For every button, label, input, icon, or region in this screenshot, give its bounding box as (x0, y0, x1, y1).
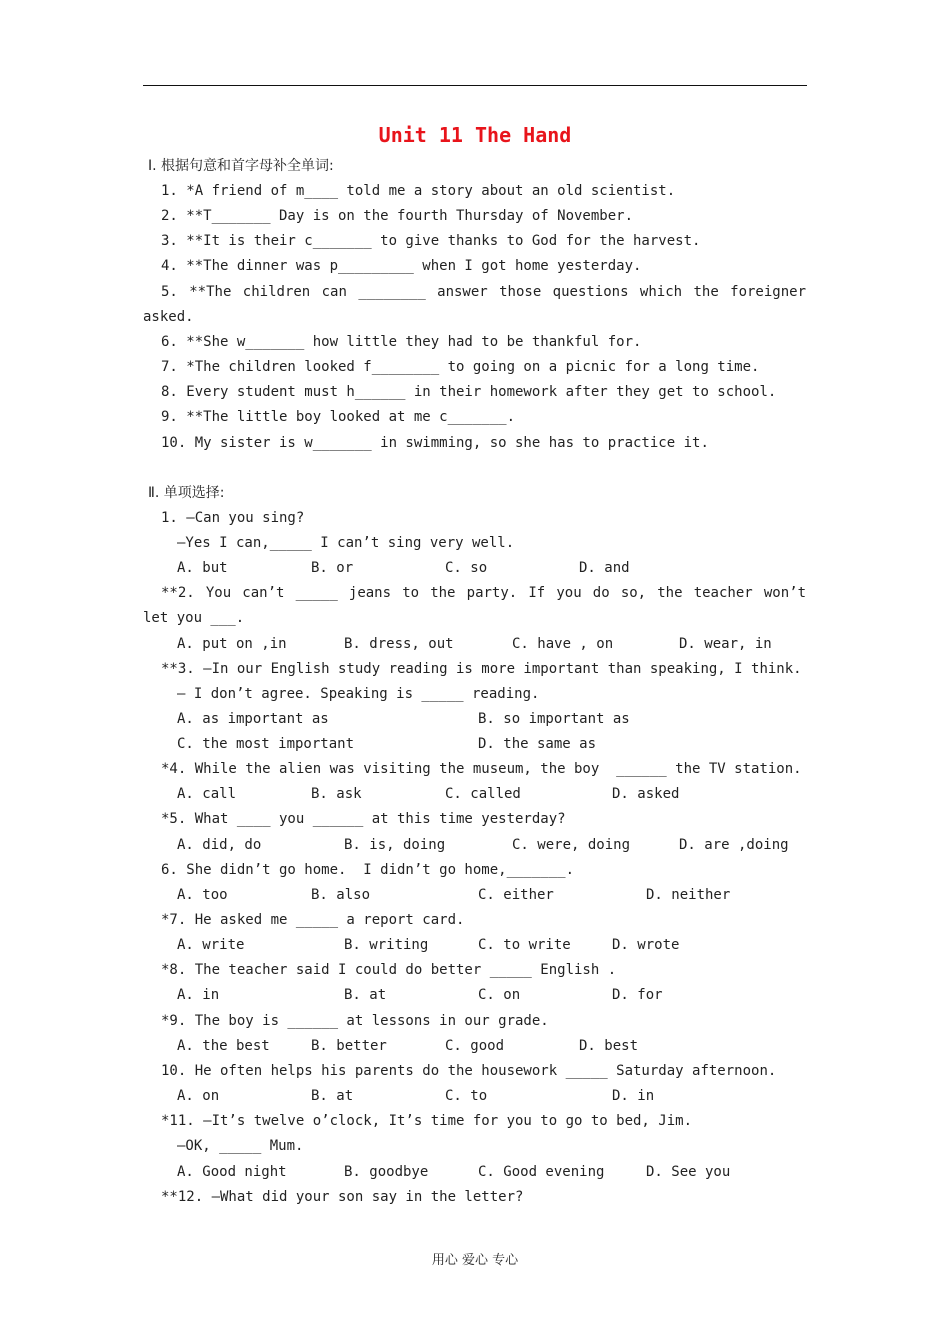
fill-item-5: 5. **The children can ________ answer those questions which the foreigner (161, 284, 806, 300)
question-3: **3. —In our English study reading is more important than speaking, I think. (161, 661, 802, 677)
section2-heading: Ⅱ. 单项选择: (148, 485, 225, 501)
option-c: C. have , on (512, 636, 614, 652)
question-10: 10. He often helps his parents do the housework _____ Saturday afternoon. (161, 1063, 777, 1079)
option-c: C. the most important (177, 736, 355, 752)
option-d: D. best (579, 1038, 639, 1054)
question-11: *11. —It’s twelve o’clock, It’s time for you to go to bed, Jim. (161, 1113, 693, 1129)
question-3-line2: — I don’t agree. Speaking is _____ reading. (177, 686, 540, 702)
option-b: B. so important as (478, 711, 630, 727)
option-d: D. asked (612, 786, 680, 802)
question-7: *7. He asked me _____ a report card. (161, 912, 465, 928)
option-b: B. at (311, 1088, 354, 1104)
question-12: **12. —What did your son say in the letter? (161, 1189, 524, 1205)
option-a: A. as important as (177, 711, 329, 727)
question-11-line2: —OK, _____ Mum. (177, 1138, 304, 1154)
option-a: A. did, do (177, 837, 262, 853)
section1-heading: Ⅰ. 根据句意和首字母补全单词: (148, 158, 334, 174)
option-a: A. on (177, 1088, 220, 1104)
question-1-line2: —Yes I can,_____ I can’t sing very well. (177, 535, 515, 551)
fill-item-1: 1. *A friend of m____ told me a story about an old scientist. (161, 183, 676, 199)
option-b: B. better (311, 1038, 387, 1054)
option-c: C. either (478, 887, 554, 903)
option-a: A. in (177, 987, 220, 1003)
question-2-line2: let you ___. (143, 610, 245, 626)
option-a: A. call (177, 786, 237, 802)
page-title: Unit 11 The Hand (378, 123, 572, 147)
option-d: D. for (612, 987, 663, 1003)
option-a: A. Good night (177, 1164, 287, 1180)
question-4: *4. While the alien was visiting the museum, the boy ______ the TV station. (161, 761, 802, 777)
option-b: B. or (311, 560, 354, 576)
fill-item-8: 8. Every student must h______ in their homework after they get to school. (161, 384, 777, 400)
option-b: B. ask (311, 786, 362, 802)
question-9: *9. The boy is ______ at lessons in our grade. (161, 1013, 549, 1029)
option-d: D. wear, in (679, 636, 772, 652)
option-a: A. too (177, 887, 228, 903)
option-d: D. are ,doing (679, 837, 789, 853)
question-6: 6. She didn’t go home. I didn’t go home,_______. (161, 862, 575, 878)
fill-item-4: 4. **The dinner was p_________ when I got home yesterday. (161, 258, 642, 274)
option-a: A. put on ,in (177, 636, 287, 652)
option-c: C. Good evening (478, 1164, 605, 1180)
option-b: B. at (344, 987, 387, 1003)
option-b: B. also (311, 887, 371, 903)
page-footer: 用心 爱心 专心 (431, 1253, 519, 1268)
option-d: D. wrote (612, 937, 680, 953)
question-1: 1. —Can you sing? (161, 510, 305, 526)
option-d: D. in (612, 1088, 655, 1104)
option-b: B. dress, out (344, 636, 454, 652)
question-8: *8. The teacher said I could do better _____ English . (161, 962, 617, 978)
question-2: **2. You can’t _____ jeans to the party. If you do so, the teacher won’t (161, 585, 806, 601)
fill-item-10: 10. My sister is w_______ in swimming, so she has to practice it. (161, 435, 709, 451)
option-a: A. write (177, 937, 245, 953)
fill-item-7: 7. *The children looked f________ to going on a picnic for a long time. (161, 359, 760, 375)
option-a: A. the best (177, 1038, 270, 1054)
option-b: B. writing (344, 937, 429, 953)
option-c: C. on (478, 987, 521, 1003)
option-d: D. neither (646, 887, 731, 903)
fill-item-2: 2. **T_______ Day is on the fourth Thursday of November. (161, 208, 634, 224)
option-c: C. so (445, 560, 488, 576)
option-b: B. is, doing (344, 837, 446, 853)
fill-item-9: 9. **The little boy looked at me c_______. (161, 409, 516, 425)
option-c: C. were, doing (512, 837, 631, 853)
option-c: C. good (445, 1038, 505, 1054)
option-a: A. but (177, 560, 228, 576)
fill-item-3: 3. **It is their c_______ to give thanks to God for the harvest. (161, 233, 701, 249)
header-rule (143, 85, 807, 86)
option-c: C. called (445, 786, 521, 802)
question-5: *5. What ____ you ______ at this time yesterday? (161, 811, 566, 827)
option-c: C. to write (478, 937, 571, 953)
fill-item-5-cont: asked. (143, 309, 194, 325)
option-d: D. and (579, 560, 630, 576)
option-b: B. goodbye (344, 1164, 429, 1180)
fill-item-6: 6. **She w_______ how little they had to be thankful for. (161, 334, 642, 350)
option-d: D. See you (646, 1164, 731, 1180)
option-c: C. to (445, 1088, 488, 1104)
option-d: D. the same as (478, 736, 597, 752)
